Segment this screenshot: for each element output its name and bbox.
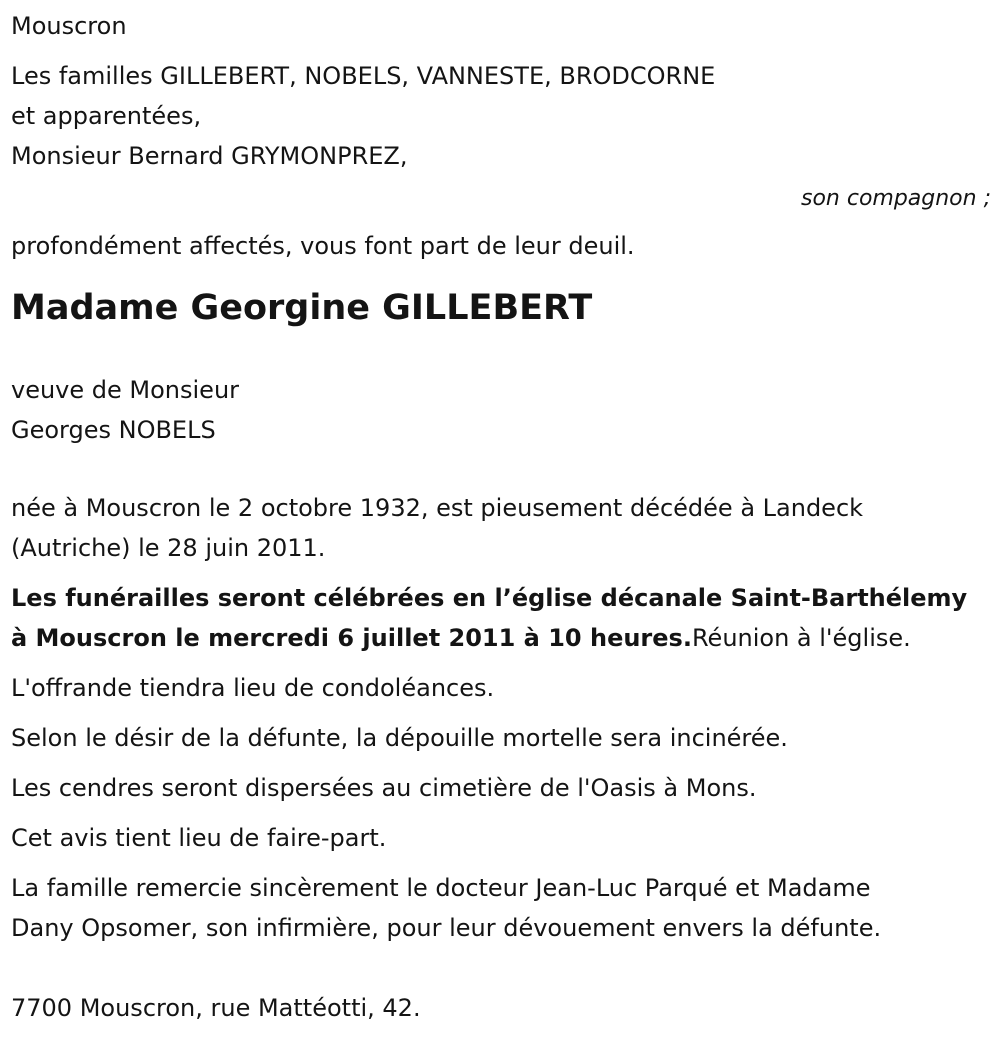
notice-offering: L'offrande tiendra lieu de condoléances. [11, 674, 495, 702]
families-line-1: Les familles GILLEBERT, NOBELS, VANNESTE, BRODCORNE [11, 62, 716, 90]
deceased-name: Madame Georgine GILLEBERT [11, 288, 593, 328]
affected-line: profondément affectés, vous font part de leur deuil. [11, 232, 635, 260]
birth-death-block [11, 488, 993, 568]
notice-faire-part: Cet avis tient lieu de faire-part. [11, 824, 387, 852]
birth-line-2: (Autriche) le 28 juin 2011. [11, 534, 326, 562]
families-block [11, 56, 993, 266]
funeral-line-2: à Mouscron le mercredi 6 juillet 2011 à 10 heures. [11, 624, 692, 652]
funeral-block [11, 578, 993, 658]
widow-line-2: Georges NOBELS [11, 416, 216, 444]
widow-block [11, 370, 993, 450]
address-line: 7700 Mouscron, rue Mattéotti, 42. [11, 994, 421, 1022]
families-line-2: et apparentées, [11, 102, 202, 130]
thanks-line-2: Dany Opsomer, son infirmière, pour leur dévouement envers la défunte. [11, 914, 882, 942]
companion-label: son compagnon ; [800, 186, 991, 211]
thanks-line-1: La famille remercie sincèrement le docteur Jean-Luc Parqué et Madame [11, 874, 871, 902]
funeral-line-1: Les funérailles seront célébrées en l’église décanale Saint-Barthélemy [11, 584, 968, 612]
companion-name-line: Monsieur Bernard GRYMONPREZ, [11, 142, 408, 170]
obituary-notice [11, 6, 993, 1028]
meeting-note: Réunion à l'église. [691, 624, 911, 652]
notice-cremation: Selon le désir de la défunte, la dépouille mortelle sera incinérée. [11, 724, 788, 752]
thanks-block [11, 868, 993, 948]
city-heading: Mouscron [11, 12, 127, 40]
widow-line-1: veuve de Monsieur [11, 376, 240, 404]
notice-ashes: Les cendres seront dispersées au cimetière de l'Oasis à Mons. [11, 774, 757, 802]
birth-line-1: née à Mouscron le 2 octobre 1932, est pieusement décédée à Landeck [11, 494, 864, 522]
